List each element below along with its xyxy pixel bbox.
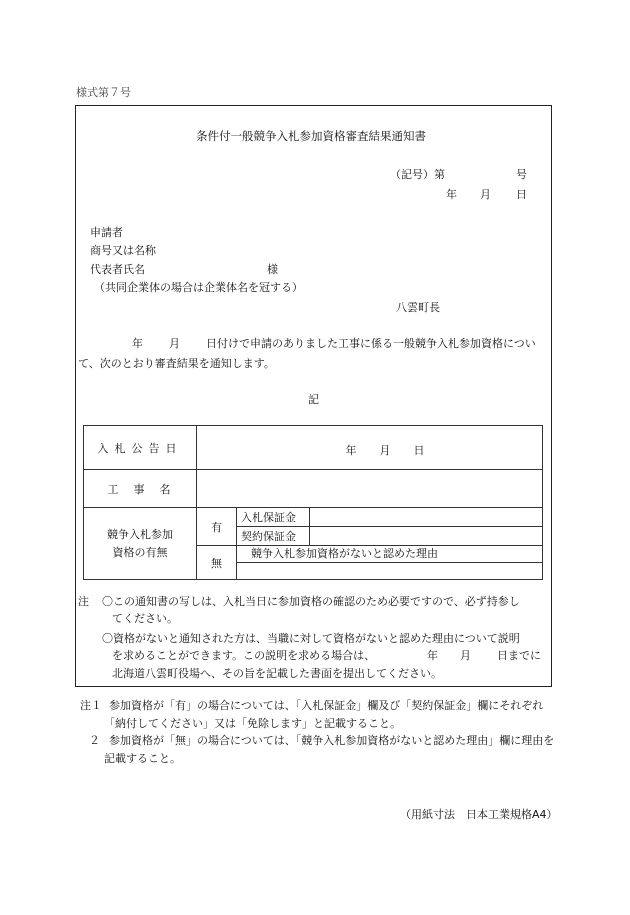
- applicant-jv-note: （共同企業体の場合は企業体名を冠する）: [94, 281, 303, 294]
- notice-year: 年: [345, 443, 357, 457]
- eligibility-label-line-1: 競争入札参加: [107, 527, 173, 541]
- reference-number-suffix: 号: [516, 168, 527, 181]
- document-title: 条件付一般競争入札参加資格審査結果通知書: [196, 129, 426, 143]
- footnote-2-line-2: 記載すること。: [104, 752, 181, 765]
- work-name-label: 工 事 名: [84, 470, 197, 508]
- footnote-2-line-1: 参加資格が「無」の場合については、「競争入札参加資格がないと認めた理由」欄に理由を: [109, 734, 555, 747]
- eligibility-label: [84, 508, 197, 580]
- footnote-1-line-1: 参加資格が「有」の場合については、「入札保証金」欄及び「契約保証金」欄にそれぞれ: [109, 699, 544, 712]
- applicant-heading: 申請者: [90, 226, 123, 239]
- applicant-honorific: 様: [267, 263, 278, 276]
- frame-note-2-line-2: を求めることができます。この説明を求める場合は、: [112, 649, 376, 662]
- reference-year: 年: [446, 188, 457, 201]
- body-month: 月: [169, 337, 180, 350]
- footnote-1-line-2: 「納付してください」又は「免除します」と記載すること。: [104, 717, 401, 730]
- frame-note-2-line-1: 〇資格がないと通知された方は、当職に対して資格がないと認めた理由について説明: [102, 632, 520, 645]
- eligibility-no: 無: [197, 546, 237, 580]
- eligibility-yes: 有: [197, 508, 237, 546]
- frame-note-2-month: 月: [460, 649, 471, 662]
- contract-bond-value: [310, 527, 543, 546]
- reference-month: 月: [480, 188, 491, 201]
- result-table: [83, 425, 543, 580]
- notice-day: 日: [413, 443, 425, 457]
- frame-note-1-line-1: 〇この通知書の写しは、入札当日に参加資格の確認のため必要ですので、必ず持参し: [102, 595, 520, 608]
- body-line-2: て、次のとおり審査結果を通知します。: [78, 357, 275, 370]
- eligibility-label-line-2: 資格の有無: [112, 545, 168, 559]
- no-reason-label: 競争入札参加資格がないと認めた理由: [237, 546, 542, 563]
- applicant-representative: 代表者氏名: [90, 263, 145, 276]
- footnote-2-label: ２: [89, 734, 100, 747]
- no-reason-cell: [237, 546, 543, 580]
- frame-note-label: 注: [78, 595, 89, 608]
- notice-month: 月: [379, 443, 391, 457]
- issuer-name: 八雲町長: [396, 301, 440, 314]
- frame-note-2-year: 年: [427, 649, 438, 662]
- reference-day: 日: [516, 188, 527, 201]
- bid-bond-label: 入札保証金: [237, 508, 310, 527]
- reference-label: （記号）第: [390, 168, 445, 181]
- notice-date-label: 入札公告日: [84, 426, 197, 470]
- contract-bond-label: 契約保証金: [237, 527, 310, 546]
- body-year: 年: [132, 337, 143, 350]
- paper-size-note: （用紙寸法 日本工業規格A4）: [400, 808, 558, 821]
- frame-note-2-day: 日までに: [497, 649, 541, 662]
- applicant-trade-name: 商号又は名称: [90, 244, 156, 257]
- notice-date-value: [197, 426, 543, 470]
- bid-bond-value: [310, 508, 543, 527]
- work-name-value: [197, 470, 543, 508]
- footnote-1-label: 注１: [80, 699, 102, 712]
- ki-heading: 記: [308, 393, 319, 406]
- form-number: 様式第７号: [76, 86, 131, 99]
- frame-note-2-line-3: 北海道八雲町役場へ、その旨を記載した書面を提出してください。: [112, 667, 442, 680]
- frame-note-1-line-2: てください。: [112, 612, 178, 625]
- body-line-1: 日付けで申請のありました工事に係る一般競争入札参加資格につい: [206, 337, 536, 350]
